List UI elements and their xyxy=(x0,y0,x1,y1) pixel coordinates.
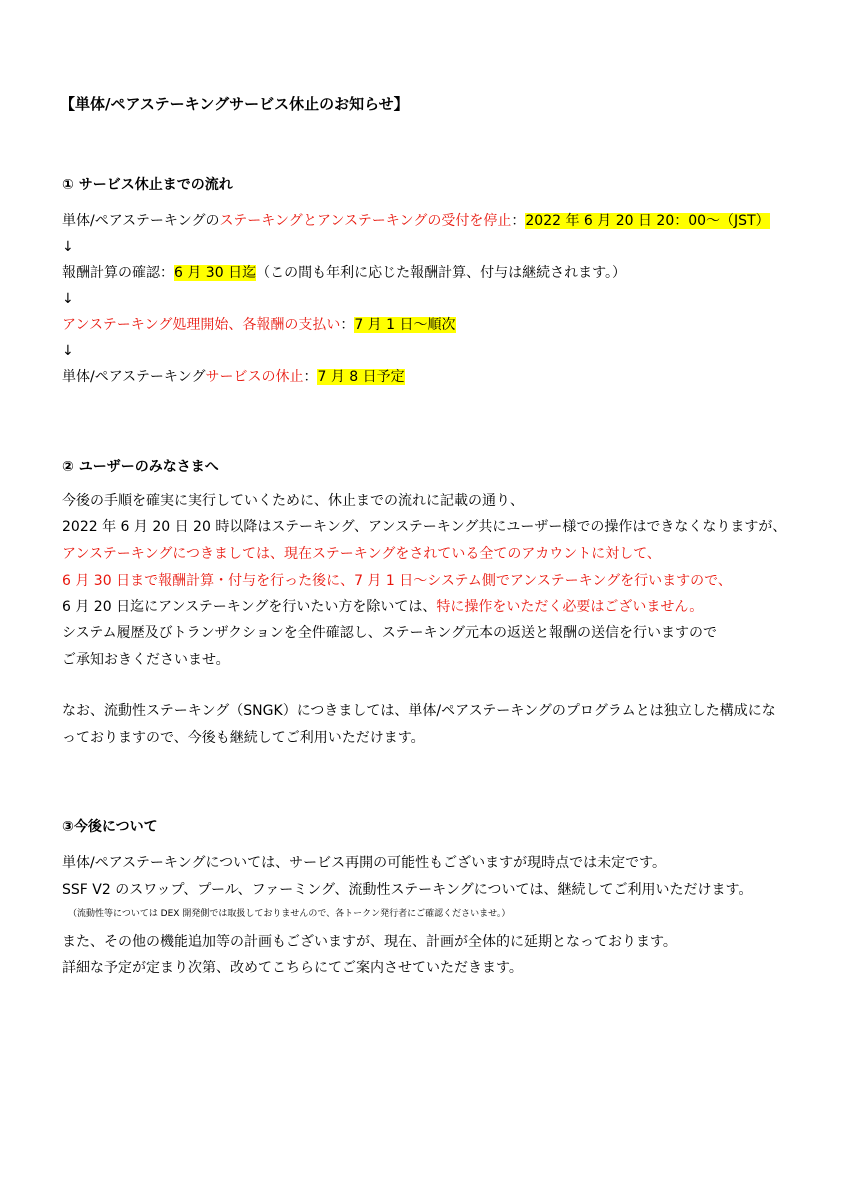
down-arrow-icon: ↓ xyxy=(62,291,74,307)
section2-paragraph: ご承知おきくださいませ。 xyxy=(62,652,230,668)
step4-separator: ： xyxy=(303,369,318,385)
section2-heading: ② ユーザーのみなさまへ xyxy=(62,459,219,475)
section3-heading: ③今後について xyxy=(62,819,158,835)
notice-title: 【単体/ペアステーキングサービス休止のお知らせ】 xyxy=(60,95,409,113)
section1-heading: ① サービス休止までの流れ xyxy=(62,177,233,193)
step3-red-text: アンステーキング処理開始、各報酬の支払い xyxy=(62,317,341,333)
step4-date-highlight: 7 月 8 日予定 xyxy=(317,369,405,385)
step1-separator: ： xyxy=(511,213,526,229)
section2-paragraph: なお、流動性ステーキング（SNGK）につきましては、単体/ペアステーキングのプログラムとは独立した構成にな xyxy=(62,703,776,719)
step2-suffix: （この間も年利に応じた報酬計算、付与は継続されます。） xyxy=(256,265,626,281)
section2-p5-red: 特に操作をいただく必要はございません。 xyxy=(436,599,704,615)
timeline-step-reward-check xyxy=(62,263,626,283)
step3-separator: ： xyxy=(340,317,355,333)
step1-prefix: 単体/ペアステーキングの xyxy=(62,213,220,229)
down-arrow-icon: ↓ xyxy=(62,239,74,255)
section3-note: （流動性等については DEX 開発側では取扱しておりませんので、各トークン発行者にご確認くださいませ。） xyxy=(68,909,511,919)
section2-paragraph: システム履歴及びトランザクションを全件確認し、ステーキング元本の返送と報酬の送信を行いますので xyxy=(62,625,718,641)
step2-date-highlight: 6 月 30 日迄 xyxy=(174,265,257,281)
down-arrow-icon: ↓ xyxy=(62,343,74,359)
section3-paragraph: 単体/ペアステーキングについては、サービス再開の可能性もございますが現時点では未定です。 xyxy=(62,855,667,871)
step4-prefix: 単体/ペアステーキング xyxy=(62,369,206,385)
timeline-step-stop-acceptance xyxy=(62,211,770,231)
step3-date-highlight: 7 月 1 日〜順次 xyxy=(354,317,456,333)
section2-paragraph: 2022 年 6 月 20 日 20 時以降はステーキング、アンステーキング共にユーザー様での操作はできなくなりますが、 xyxy=(62,519,787,535)
section2-p5-prefix: 6 月 20 日迄にアンステーキングを行いたい方を除いては、 xyxy=(62,599,437,615)
section3-paragraph: 詳細な予定が定まり次第、改めてこちらにてご案内させていただきます。 xyxy=(62,960,523,976)
section3-paragraph: また、その他の機能追加等の計画もございますが、現在、計画が全体的に延期となっております。 xyxy=(62,934,677,950)
section3-paragraph: SSF V2 のスワップ、プール、ファーミング、流動性ステーキングについては、継続してご利用いただけます。 xyxy=(62,882,753,898)
section2-paragraph-red: 6 月 30 日まで報酬計算・付与を行った後に、7 月 1 日〜システム側でアンステーキングを行いますので、 xyxy=(62,573,732,589)
section2-paragraph-mixed xyxy=(62,597,703,617)
timeline-step-service-suspension xyxy=(62,367,405,387)
timeline-step-unstaking-start xyxy=(62,315,456,335)
step2-prefix: 報酬計算の確認： xyxy=(62,265,174,281)
section2-paragraph: っておりますので、今後も継続してご利用いただけます。 xyxy=(62,730,425,746)
step4-red-text: サービスの休止 xyxy=(205,369,304,385)
step1-date-highlight: 2022 年 6 月 20 日 20：00〜（JST） xyxy=(525,213,770,229)
step1-red-text: ステーキングとアンステーキングの受付を停止 xyxy=(219,213,512,229)
section2-paragraph: 今後の手順を確実に実行していくために、休止までの流れに記載の通り、 xyxy=(62,493,524,509)
section2-paragraph-red: アンステーキングにつきましては、現在ステーキングをされている全てのアカウントに対して、 xyxy=(62,546,661,562)
